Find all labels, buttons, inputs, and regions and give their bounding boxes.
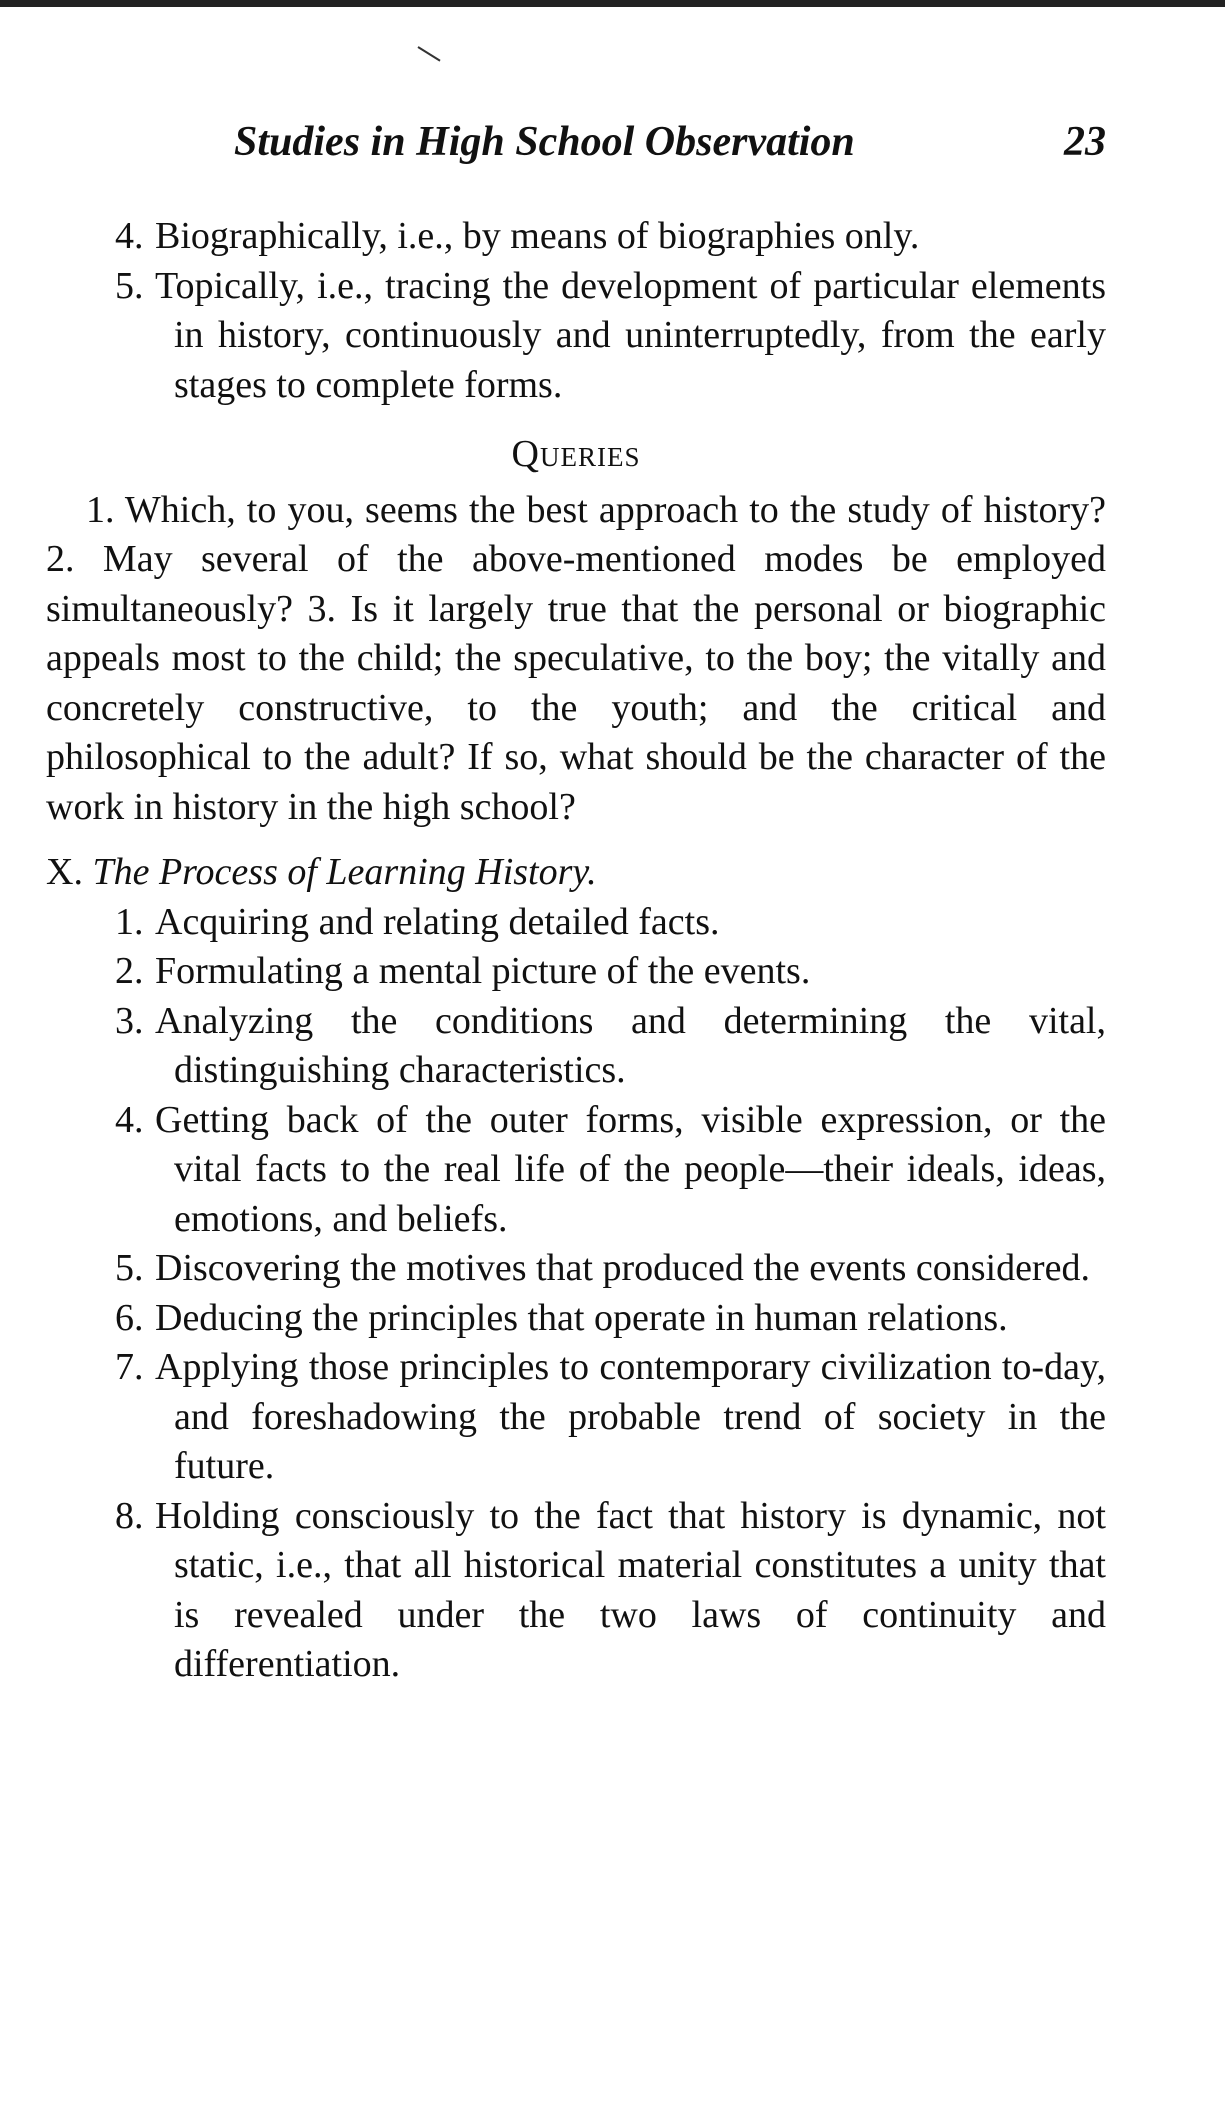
item-text: Acquiring and relating detailed facts. xyxy=(155,900,720,943)
list-item xyxy=(46,1096,1106,1245)
item-number: 5. xyxy=(115,1247,144,1289)
item-number: 4. xyxy=(115,215,144,257)
section-title: The Process of Learning History. xyxy=(92,851,597,893)
item-number: 8. xyxy=(115,1494,144,1537)
item-number: 4. xyxy=(115,1098,144,1141)
page-body xyxy=(46,212,1106,1690)
item-number: 6. xyxy=(115,1296,144,1339)
item-number: 2. xyxy=(115,950,144,992)
item-text: Getting back of the outer forms, visible expression, or the vital facts to the real life of the people—their ideals, ideas, emotions, and beliefs. xyxy=(155,1098,1106,1240)
list-item xyxy=(46,997,1106,1096)
page-number: 23 xyxy=(1064,119,1106,165)
top-scan-border xyxy=(0,0,1225,7)
list-item xyxy=(46,947,1106,997)
list-item xyxy=(46,1343,1106,1492)
section-numeral: X. xyxy=(46,851,83,893)
item-text: Discovering the motives that produced the events considered. xyxy=(155,1247,1090,1289)
item-number: 1. xyxy=(115,900,144,943)
scan-mark xyxy=(417,46,440,61)
item-number: 5. xyxy=(115,264,144,307)
list-item xyxy=(46,1492,1106,1690)
list-item xyxy=(46,262,1106,411)
queries-paragraph: 1. Which, to you, seems the best approach to the study of history? 2. May several of the above-mentioned modes be employed simultaneously? 3. Is it largely true that the personal or biographic appeals most to the child; the speculative, to the boy; the vitally and concretely constructive, to the youth; and the critical and philosophical to the adult? If so, what should be the character of the work in history in the high school? xyxy=(46,488,1106,828)
list-item xyxy=(46,1294,1106,1344)
list-item xyxy=(46,212,1106,262)
item-text: Formulating a mental picture of the events. xyxy=(155,950,811,992)
item-text: Deducing the principles that operate in human relations. xyxy=(155,1296,1008,1339)
item-text: Biographically, i.e., by means of biographies only. xyxy=(155,215,920,257)
list-item xyxy=(46,1244,1106,1294)
item-text: Applying those principles to contemporary civilization to-day, and foreshadowing the probable trend of society in the future. xyxy=(155,1346,1106,1487)
item-text: Holding consciously to the fact that history is dynamic, not static, i.e., that all historical material constitutes a unity that is revealed under the two laws of continuity and differentiation. xyxy=(155,1494,1106,1685)
list-item xyxy=(46,898,1106,948)
queries-heading: Queries xyxy=(511,433,641,475)
item-text: Topically, i.e., tracing the development of particular elements in history, continuously and uninterruptedly, from the early stages to complete forms. xyxy=(155,264,1106,406)
section-heading xyxy=(46,848,1106,898)
item-number: 3. xyxy=(115,999,144,1042)
item-text: Analyzing the conditions and determining the vital, distinguishing characteristics. xyxy=(155,999,1106,1091)
running-head xyxy=(46,118,1106,178)
item-number: 7. xyxy=(115,1346,144,1388)
running-head-title: Studies in High School Observation xyxy=(234,119,855,165)
